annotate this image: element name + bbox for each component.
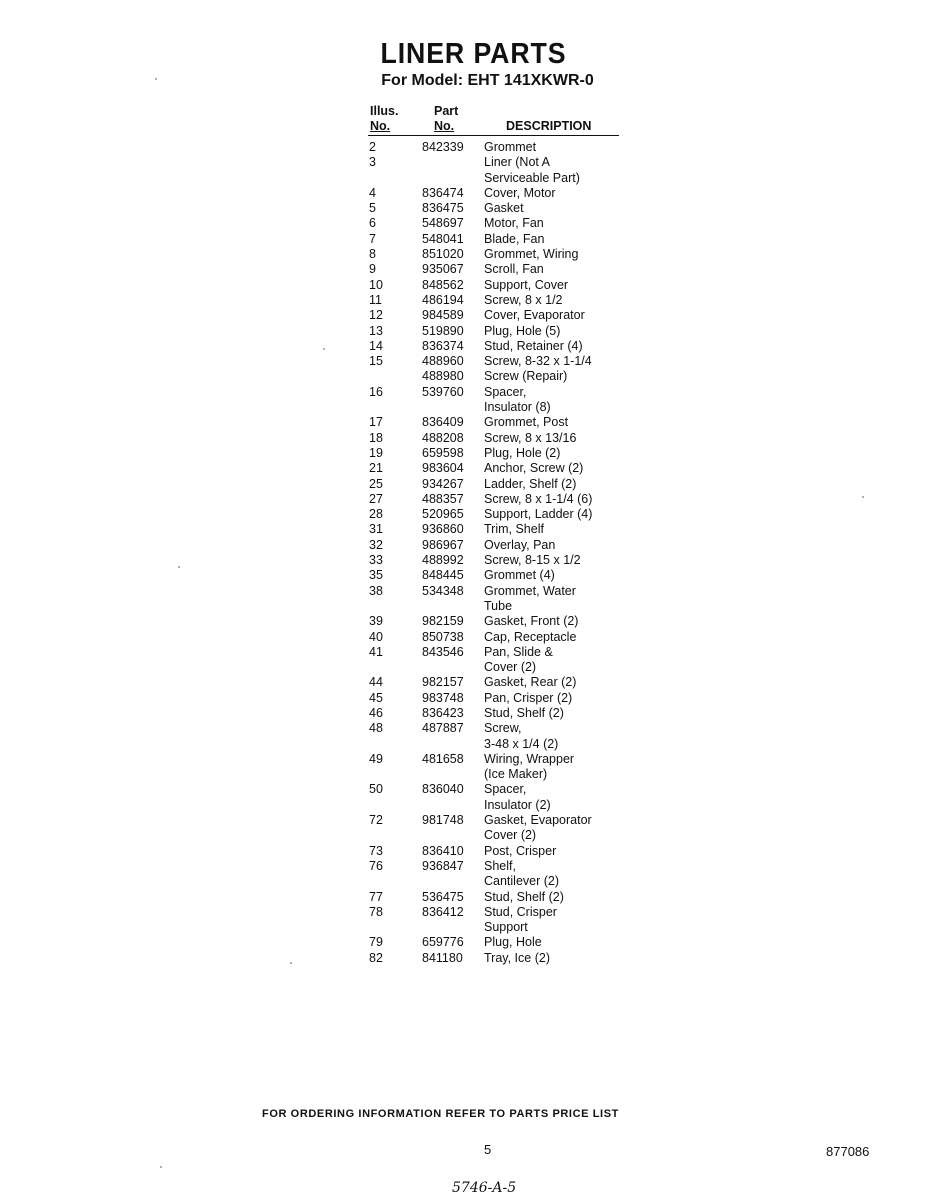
illus-no-cell: 40 [369,629,383,644]
document-number: 877086 [826,1144,870,1159]
illus-no-cell: 8 [369,247,376,262]
table-row [369,706,629,721]
part-no-cell: 848445 [422,568,464,583]
scan-speck [155,78,157,80]
part-no-cell: 659776 [422,935,464,950]
part-no-cell: 843546 [422,644,464,659]
description-cell: Gasket, Evaporator Cover (2) [484,813,592,843]
description-cell: Support, Ladder (4) [484,507,593,522]
illus-no-cell: 21 [369,461,383,476]
part-no-cell: 934267 [422,476,464,491]
table-row [369,293,629,308]
table-row [369,782,629,813]
part-no-cell: 841180 [422,950,463,965]
illus-no-cell: 32 [369,537,383,552]
table-row [369,247,629,262]
description-cell: Pan, Slide & Cover (2) [484,644,553,675]
part-no-cell: 519890 [422,323,464,338]
table-row [369,614,629,629]
illus-no-cell: 38 [369,583,383,598]
part-no-cell: 836474 [422,185,464,200]
table-row [369,201,629,216]
description-cell: Anchor, Screw (2) [484,461,584,476]
illus-no-cell: 4 [369,185,376,200]
header-rule [368,135,619,136]
description-cell: Stud, Shelf (2) [484,705,564,720]
illus-no-cell: 12 [369,308,383,323]
table-row [369,339,629,354]
description-cell: Shelf, Cantilever (2) [484,858,560,889]
illus-no-cell: 46 [369,705,383,720]
description-cell: Spacer, Insulator (2) [484,782,551,812]
description-cell: Stud, Retainer (4) [484,338,583,353]
table-row [369,262,629,277]
illus-no-cell: 72 [369,813,383,828]
description-header: DESCRIPTION [506,119,592,133]
description-cell: Cap, Receptacle [484,629,577,644]
part-no-cell: 488992 [422,553,464,568]
table-row [369,905,629,936]
description-cell: Screw, 8-32 x 1-1/4 [484,354,592,369]
description-cell: Motor, Fan [484,216,544,231]
illus-no-cell: 3 [369,155,376,170]
page-title: LINER PARTS [380,38,567,70]
illus-no-cell: 9 [369,262,376,277]
illus-no-cell: 41 [369,644,383,659]
table-row [369,155,629,186]
illus-no-cell: 44 [369,675,383,690]
illus-no-cell: 15 [369,354,383,369]
description-cell: Grommet [484,140,537,154]
table-row [369,859,629,890]
table-row [369,216,629,231]
description-cell: Grommet, Post [484,415,569,430]
description-cell: Screw, 8 x 1/2 [484,292,563,307]
part-no-cell: 936847 [422,858,464,873]
description-cell: Grommet, Water Tube [484,583,576,613]
illus-header-line2: No. [370,119,391,133]
illus-no-cell: 18 [369,430,383,445]
part-no-cell: 488357 [422,491,464,506]
table-row [369,324,629,339]
part-no-cell: 836423 [422,705,464,720]
illus-no-cell: 77 [369,889,383,904]
description-cell: Blade, Fan [484,231,545,246]
part-no-cell: 520965 [422,507,464,522]
part-header-line1: Part [434,104,459,118]
description-cell: Plug, Hole (2) [484,445,561,460]
part-no-cell: 851020 [422,247,464,262]
part-no-cell: 536475 [422,889,464,904]
illus-no-cell: 33 [369,553,383,568]
table-row [369,568,629,583]
description-cell: Spacer, Insulator (8) [484,384,551,415]
illus-no-cell: 39 [369,614,383,629]
part-header-line2: No. [434,119,455,133]
table-row [369,415,629,430]
illus-no-cell [369,369,422,384]
table-row [369,721,629,752]
part-no-cell: 488208 [422,430,464,445]
description-cell: Liner (Not A Serviceable Part) [484,155,580,185]
table-row [369,844,629,859]
table-row [369,354,629,369]
illus-no-cell: 13 [369,323,383,338]
table-row [369,691,629,706]
table-row [369,492,629,507]
table-row [369,752,629,783]
description-cell: Plug, Hole (5) [484,323,561,338]
handwritten-note: 5746-A-5 [452,1180,517,1196]
table-row [369,446,629,461]
illus-no-cell: 48 [369,721,383,736]
part-no-cell: 836040 [422,782,464,797]
table-row [369,538,629,553]
description-cell: Grommet (4) [484,568,555,583]
description-cell: Stud, Shelf (2) [484,889,564,904]
illus-no-cell: 27 [369,491,383,506]
part-no-cell: 836374 [422,338,464,353]
illus-no-cell: 49 [369,751,383,766]
scan-speck [160,1166,162,1168]
illus-no-cell: 2 [369,140,376,154]
scan-speck [323,348,325,350]
description-cell: Ladder, Shelf (2) [484,476,577,491]
table-row [369,507,629,522]
part-no-cell: 836412 [422,904,464,919]
table-row [369,935,629,950]
description-cell: Tray, Ice (2) [484,950,550,965]
description-cell: Support, Cover [484,277,569,292]
description-cell: Overlay, Pan [484,537,556,552]
table-row [369,675,629,690]
illus-no-cell: 10 [369,277,383,292]
part-no-cell: 486194 [422,292,464,307]
table-row [369,890,629,905]
description-cell: Screw, 8 x 13/16 [484,430,577,445]
table-row [369,553,629,568]
part-no-cell: 984589 [422,308,464,323]
illus-no-cell: 50 [369,782,383,797]
table-row [369,951,629,966]
scan-speck [862,496,864,498]
part-no-cell [422,155,484,186]
illus-no-cell: 19 [369,445,383,460]
table-row [369,461,629,476]
part-no-cell: 981748 [422,813,464,828]
part-no-cell: 986967 [422,537,464,552]
description-cell: Screw (Repair) [484,369,568,384]
table-row [369,584,629,615]
part-no-cell: 935067 [422,262,464,277]
part-no-cell: 842339 [422,140,464,154]
table-row [369,278,629,293]
ordering-footer: FOR ORDERING INFORMATION REFER TO PARTS PRICE LIST [262,1108,619,1120]
table-row [369,385,629,416]
part-no-cell: 488960 [422,354,464,369]
illus-no-cell: 82 [369,950,383,965]
illus-no-cell: 28 [369,507,383,522]
model-subtitle: For Model: EHT 141XKWR-0 [381,72,594,89]
description-cell: Cover, Evaporator [484,308,585,323]
part-no-cell: 982159 [422,614,464,629]
scan-speck [178,566,180,568]
illus-no-cell: 45 [369,690,383,705]
part-no-cell: 539760 [422,384,464,399]
illus-no-cell: 6 [369,216,376,231]
part-no-cell: 982157 [422,675,464,690]
table-row [369,431,629,446]
part-no-cell: 848562 [422,277,464,292]
description-cell: Screw, 3-48 x 1/4 (2) [484,721,559,751]
part-no-cell: 481658 [422,751,464,766]
illus-no-cell: 16 [369,384,383,399]
illus-no-cell: 76 [369,858,383,873]
part-no-cell: 548041 [422,231,464,246]
parts-table [369,140,629,966]
description-cell: Gasket [484,201,524,216]
part-no-cell: 659598 [422,445,464,460]
table-row [369,232,629,247]
illus-no-header [370,104,398,134]
description-cell: Grommet, Wiring [484,247,579,262]
part-no-cell: 534348 [422,583,464,598]
illus-no-cell: 5 [369,201,376,216]
part-no-cell: 983604 [422,461,464,476]
table-row [369,645,629,676]
part-no-cell: 548697 [422,216,464,231]
table-row [369,522,629,537]
description-cell: Stud, Crisper Support [484,904,557,935]
illus-no-cell: 79 [369,935,383,950]
table-row [369,630,629,645]
description-cell: Pan, Crisper (2) [484,690,573,705]
illus-no-cell: 17 [369,415,383,430]
illus-no-cell: 25 [369,476,383,491]
description-cell: Gasket, Rear (2) [484,675,577,690]
table-row [369,186,629,201]
part-no-cell: 850738 [422,629,464,644]
illus-no-cell: 78 [369,904,383,919]
part-no-header [434,104,458,134]
page-number: 5 [484,1142,492,1157]
illus-no-cell: 7 [369,231,376,246]
description-cell: Trim, Shelf [484,522,544,537]
description-cell: Plug, Hole [484,935,542,950]
part-no-cell: 487887 [422,721,464,736]
description-cell: Screw, 8 x 1-1/4 (6) [484,491,593,506]
part-no-cell: 983748 [422,690,464,705]
illus-header-line1: Illus. [370,104,399,118]
description-cell: Post, Crisper [484,843,557,858]
part-no-cell: 836410 [422,843,464,858]
illus-no-cell: 31 [369,522,383,537]
table-row [369,813,629,844]
illus-no-cell: 11 [369,292,382,307]
description-cell: Wiring, Wrapper (Ice Maker) [484,751,575,782]
part-no-cell: 488980 [422,369,464,384]
illus-no-cell: 14 [369,338,383,353]
table-row [369,369,629,384]
part-no-cell: 936860 [422,522,464,537]
description-cell: Scroll, Fan [484,262,544,277]
description-cell: Gasket, Front (2) [484,614,579,629]
illus-no-cell: 73 [369,843,383,858]
scan-speck [290,962,292,964]
table-row [369,140,629,155]
description-cell: Cover, Motor [484,185,556,200]
table-row [369,308,629,323]
table-row [369,477,629,492]
part-no-cell: 836409 [422,415,464,430]
description-cell: Screw, 8-15 x 1/2 [484,553,581,568]
illus-no-cell: 35 [369,568,383,583]
part-no-cell: 836475 [422,201,464,216]
